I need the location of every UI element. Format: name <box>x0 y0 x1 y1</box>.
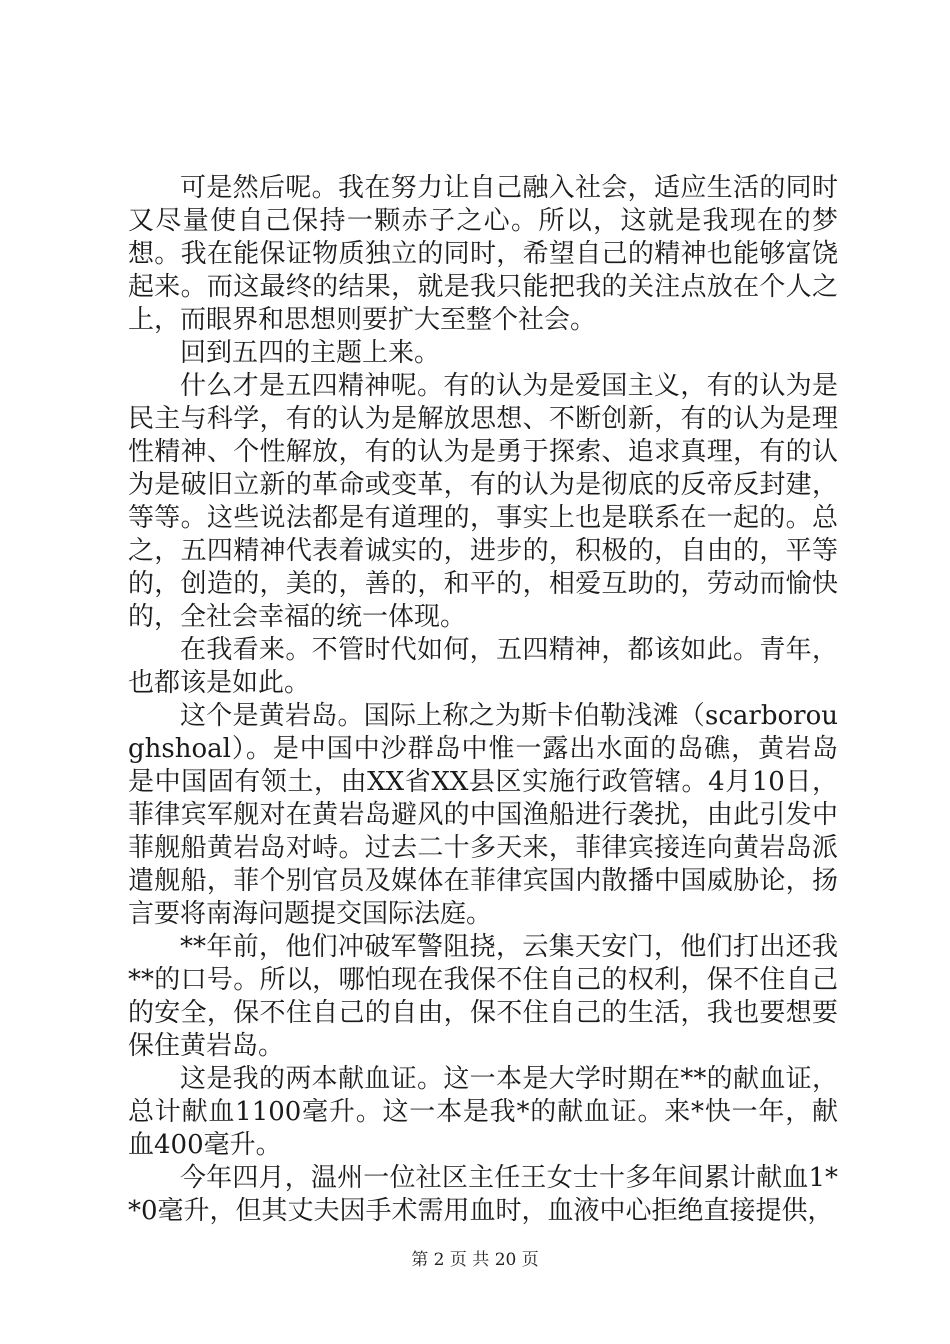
paragraph: 这是我的两本献血证。这一本是大学时期在**的献血证，总计献血1100毫升。这一本是我*的献血证。来*快一年，献血400毫升。 <box>128 1064 838 1160</box>
paragraph: 这个是黄岩岛。国际上称之为斯卡伯勒浅滩（scarboroughshoal）。是中国中沙群岛中惟一露出水面的岛礁，黄岩岛是中国固有领土，由XX省XX县区实施行政管辖。4月10日，菲律宾军舰对在黄岩岛避风的中国渔船进行袭扰，由此引发中菲舰船黄岩岛对峙。过去二十多天来，菲律宾接连向黄岩岛派遣舰船，菲个别官员及媒体在菲律宾国内散播中国威胁论，扬言要将南海问题提交国际法庭。 <box>128 701 838 929</box>
paragraph: 什么才是五四精神呢。有的认为是爱国主义，有的认为是民主与科学，有的认为是解放思想、不断创新，有的认为是理性精神、个性解放，有的认为是勇于探索、追求真理，有的认为是破旧立新的革命或变革，有的认为是彻底的反帝反封建，等等。这些说法都是有道理的，事实上也是联系在一起的。总之，五四精神代表着诚实的，进步的，积极的，自由的，平等的，创造的，美的，善的，和平的，相爱互助的，劳动而愉快的，全社会幸福的统一体现。 <box>128 371 838 632</box>
paragraph: 在我看来。不管时代如何，五四精神，都该如此。青年，也都该是如此。 <box>128 635 838 698</box>
paragraph: 回到五四的主题上来。 <box>180 338 441 368</box>
paragraph: **年前，他们冲破军警阻挠，云集天安门，他们打出还我**的口号。所以，哪怕现在我保不住自己的权利，保不住自己的安全，保不住自己的自由，保不住自己的生活，我也要想要保住黄岩岛。 <box>128 932 838 1061</box>
document-body <box>128 172 838 1228</box>
page-number: 第 2 页 共 20 页 <box>411 1250 539 1270</box>
paragraph: 今年四月，温州一位社区主任王女士十多年间累计献血1**0毫升，但其丈夫因手术需用血时，血液中心拒绝直接提供， <box>128 1163 838 1226</box>
paragraph: 可是然后呢。我在努力让自己融入社会，适应生活的同时又尽量使自己保持一颗赤子之心。所以，这就是我现在的梦想。我在能保证物质独立的同时，希望自己的精神也能够富饶起来。而这最终的结果，就是我只能把我的关注点放在个人之上，而眼界和思想则要扩大至整个社会。 <box>128 173 838 335</box>
